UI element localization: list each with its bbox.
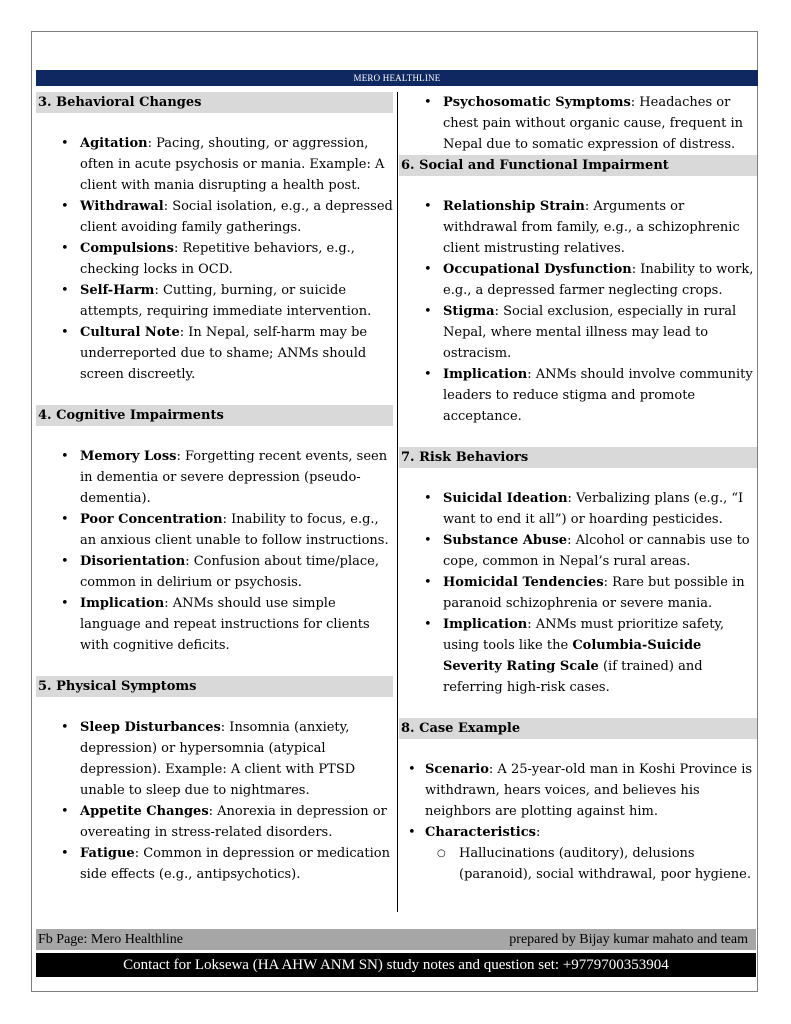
physical-list <box>36 717 393 885</box>
characteristics-sublist <box>425 843 757 885</box>
list-item: • Disorientation: Confusion about time/place, common in delirium or psychosis. <box>80 551 393 593</box>
continued-list <box>399 92 757 155</box>
column-divider <box>397 92 398 912</box>
list-item: • Withdrawal: Social isolation, e.g., a depressed client avoiding family gatherings. <box>80 196 393 238</box>
list-item: • Implication: ANMs should involve community leaders to reduce stigma and promote acceptance. <box>443 364 757 427</box>
section-heading-behavioral: 3. Behavioral Changes <box>36 92 393 113</box>
section-heading-risk: 7. Risk Behaviors <box>399 447 757 468</box>
right-column <box>399 92 757 885</box>
list-item: • Substance Abuse: Alcohol or cannabis use to cope, common in Nepal’s rural areas. <box>443 530 757 572</box>
contact-bar <box>36 953 756 977</box>
footer-band <box>36 929 756 950</box>
social-list <box>399 196 757 427</box>
list-item: • Self-Harm: Cutting, burning, or suicide attempts, requiring immediate intervention. <box>80 280 393 322</box>
list-item: • Memory Loss: Forgetting recent events, seen in dementia or severe depression (pseudo-dementia). <box>80 446 393 509</box>
list-item: • Scenario: A 25-year-old man in Koshi Province is withdrawn, hears voices, and believes his neighbors are plotting against him. <box>425 759 757 822</box>
risk-list <box>399 488 757 698</box>
list-item: • Cultural Note: In Nepal, self-harm may be underreported due to shame; ANMs should screen discreetly. <box>80 322 393 385</box>
header-title: MERO HEALTHLINE <box>353 73 441 83</box>
list-item: • Implication: ANMs should use simple language and repeat instructions for clients with cognitive deficits. <box>80 593 393 656</box>
document-page <box>31 31 758 992</box>
list-item: • Occupational Dysfunction: Inability to work, e.g., a depressed farmer neglecting crops. <box>443 259 757 301</box>
footer-credits: prepared by Bijay kumar mahato and team <box>509 932 748 947</box>
list-item: • Poor Concentration: Inability to focus, e.g., an anxious client unable to follow instructions. <box>80 509 393 551</box>
section-heading-case: 8. Case Example <box>399 718 757 739</box>
list-item: • Stigma: Social exclusion, especially in rural Nepal, where mental illness may lead to ostracism. <box>443 301 757 364</box>
footer-fb-page: Fb Page: Mero Healthline <box>38 932 184 947</box>
list-item: • Suicidal Ideation: Verbalizing plans (e.g., “I want to end it all”) or hoarding pesticides. <box>443 488 757 530</box>
left-column <box>36 92 393 885</box>
list-item: • Homicidal Tendencies: Rare but possible in paranoid schizophrenia or severe mania. <box>443 572 757 614</box>
sub-list-item: ○ Hallucinations (auditory), delusions (paranoid), social withdrawal, poor hygiene. <box>459 843 757 885</box>
list-item: • Agitation: Pacing, shouting, or aggression, often in acute psychosis or mania. Example: A client with mania disrupting a health post. <box>80 133 393 196</box>
list-item: • Relationship Strain: Arguments or withdrawal from family, e.g., a schizophrenic client mistrusting relatives. <box>443 196 757 259</box>
section-heading-physical: 5. Physical Symptoms <box>36 676 393 697</box>
contact-text: Contact for Loksewa (HA AHW ANM SN) study notes and question set: +9779700353904 <box>123 957 669 973</box>
section-heading-social: 6. Social and Functional Impairment <box>399 155 757 176</box>
list-item: • Characteristics: ○ Hallucinations (auditory), delusions (paranoid), social withdrawal, poor hygiene. <box>425 822 757 885</box>
section-heading-cognitive: 4. Cognitive Impairments <box>36 405 393 426</box>
list-item: • Fatigue: Common in depression or medication side effects (e.g., antipsychotics). <box>80 843 393 885</box>
case-list <box>399 759 757 885</box>
list-item: • Psychosomatic Symptoms: Headaches or chest pain without organic cause, frequent in Nepal due to somatic expression of distress. <box>443 92 757 155</box>
list-item: • Compulsions: Repetitive behaviors, e.g., checking locks in OCD. <box>80 238 393 280</box>
list-item: • Sleep Disturbances: Insomnia (anxiety, depression) or hypersomnia (atypical depression). Example: A client with PTSD unable to sleep due to nightmares. <box>80 717 393 801</box>
cognitive-list <box>36 446 393 656</box>
list-item: • Appetite Changes: Anorexia in depression or overeating in stress-related disorders. <box>80 801 393 843</box>
header-banner <box>36 70 758 86</box>
behavioral-list <box>36 133 393 385</box>
list-item: • Implication: ANMs must prioritize safety, using tools like the Columbia-Suicide Severity Rating Scale (if trained) and referring high-risk cases. <box>443 614 757 698</box>
